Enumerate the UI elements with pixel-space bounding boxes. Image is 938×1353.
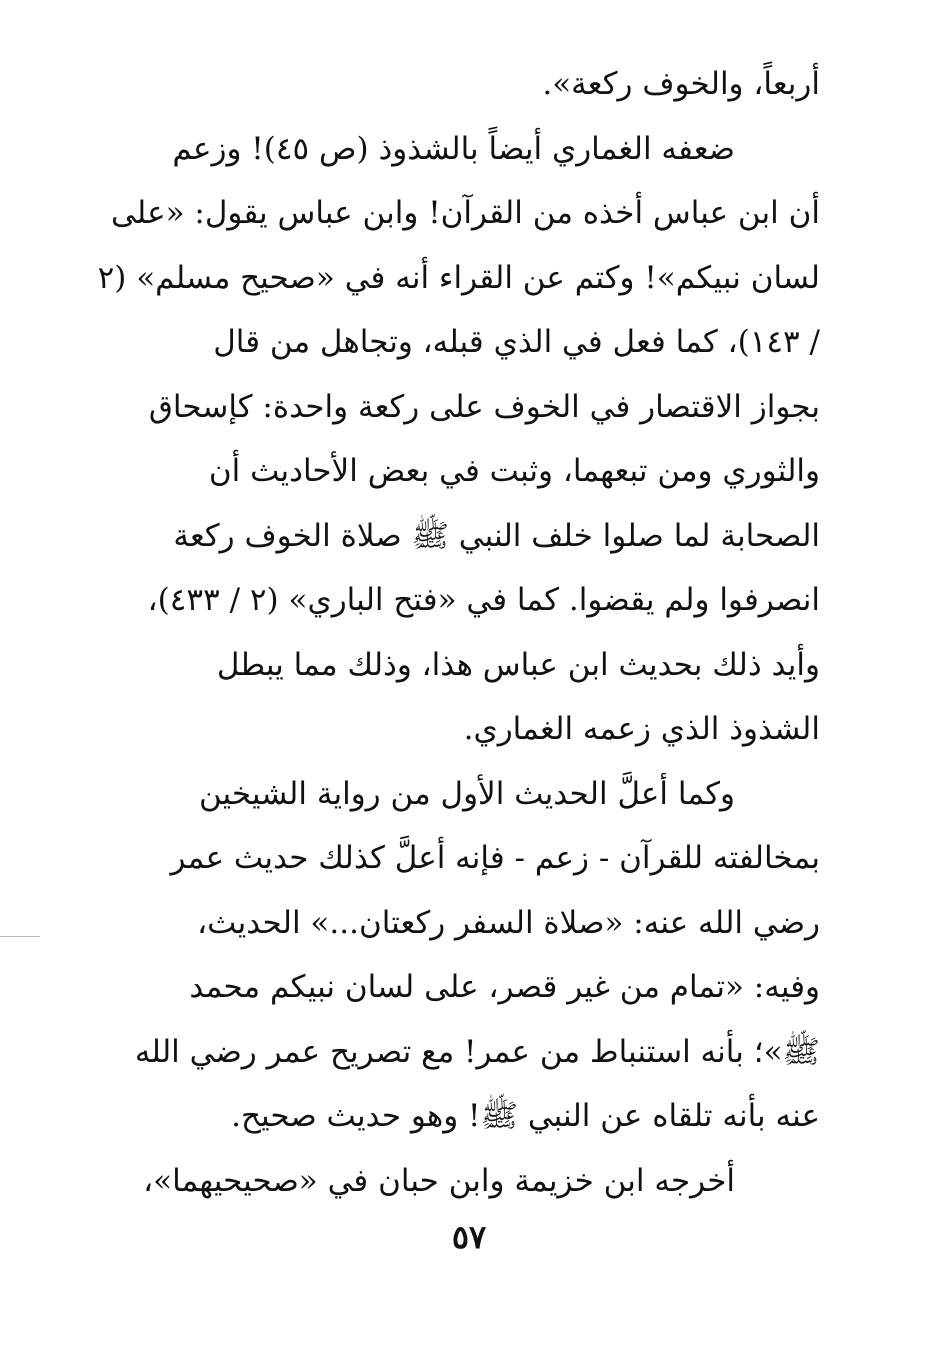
margin-mark — [0, 936, 40, 937]
page-number: ٥٧ — [451, 1218, 487, 1256]
body-text — [97, 52, 820, 1213]
text-line-8: الصحابة لما صلوا خلف النبي ﷺ صلاة الخوف ركعة — [173, 517, 820, 554]
text-line-10: وأيد ذلك بحديث ابن عباس هذا، وذلك مما يبطل — [216, 646, 820, 683]
text-line-13: بمخالفته للقرآن - زعم - فإنه أعلَّ كذلك حديث عمر — [170, 840, 820, 876]
text-line-12: وكما أعلَّ الحديث الأول من رواية الشيخين — [198, 775, 735, 812]
text-line-14: رضي الله عنه: «صلاة السفر ركعتان...» الحديث، — [197, 904, 820, 941]
text-line-6: بجواز الاقتصار في الخوف على ركعة واحدة: كإسحاق — [148, 388, 820, 425]
text-line-5: / ١٤٣)، كما فعل في الذي قبله، وتجاهل من قال — [213, 324, 820, 360]
text-line-2: ضعفه الغماري أيضاً بالشذوذ (ص ٤٥)! وزعم — [172, 130, 735, 167]
text-line-4: لسان نبيكم»! وكتم عن القراء أنه في «صحيح مسلم» (٢ — [97, 259, 820, 296]
text-line-9: انصرفوا ولم يقضوا. كما في «فتح الباري» (٢ / ٤٣٣)، — [147, 582, 820, 618]
text-line-11: الشذوذ الذي زعمه الغماري. — [463, 711, 820, 747]
text-line-15: وفيه: «تمام من غير قصر، على لسان نبيكم محمد — [189, 969, 820, 1005]
text-line-16: ﷺ»؛ بأنه استنباط من عمر! مع تصريح عمر رضي الله — [134, 1033, 820, 1070]
text-line-3: أن ابن عباس أخذه من القرآن! وابن عباس يقول: «على — [110, 195, 820, 231]
text-line-18: أخرجه ابن خزيمة وابن حبان في «صحيحيهما»، — [143, 1162, 735, 1199]
text-line-1: أربعاً، والخوف ركعة». — [542, 66, 820, 102]
text-line-7: والثوري ومن تبعهما، وثبت في بعض الأحاديث أن — [208, 453, 820, 489]
text-line-17: عنه بأنه تلقاه عن النبي ﷺ! وهو حديث صحيح. — [231, 1098, 820, 1134]
